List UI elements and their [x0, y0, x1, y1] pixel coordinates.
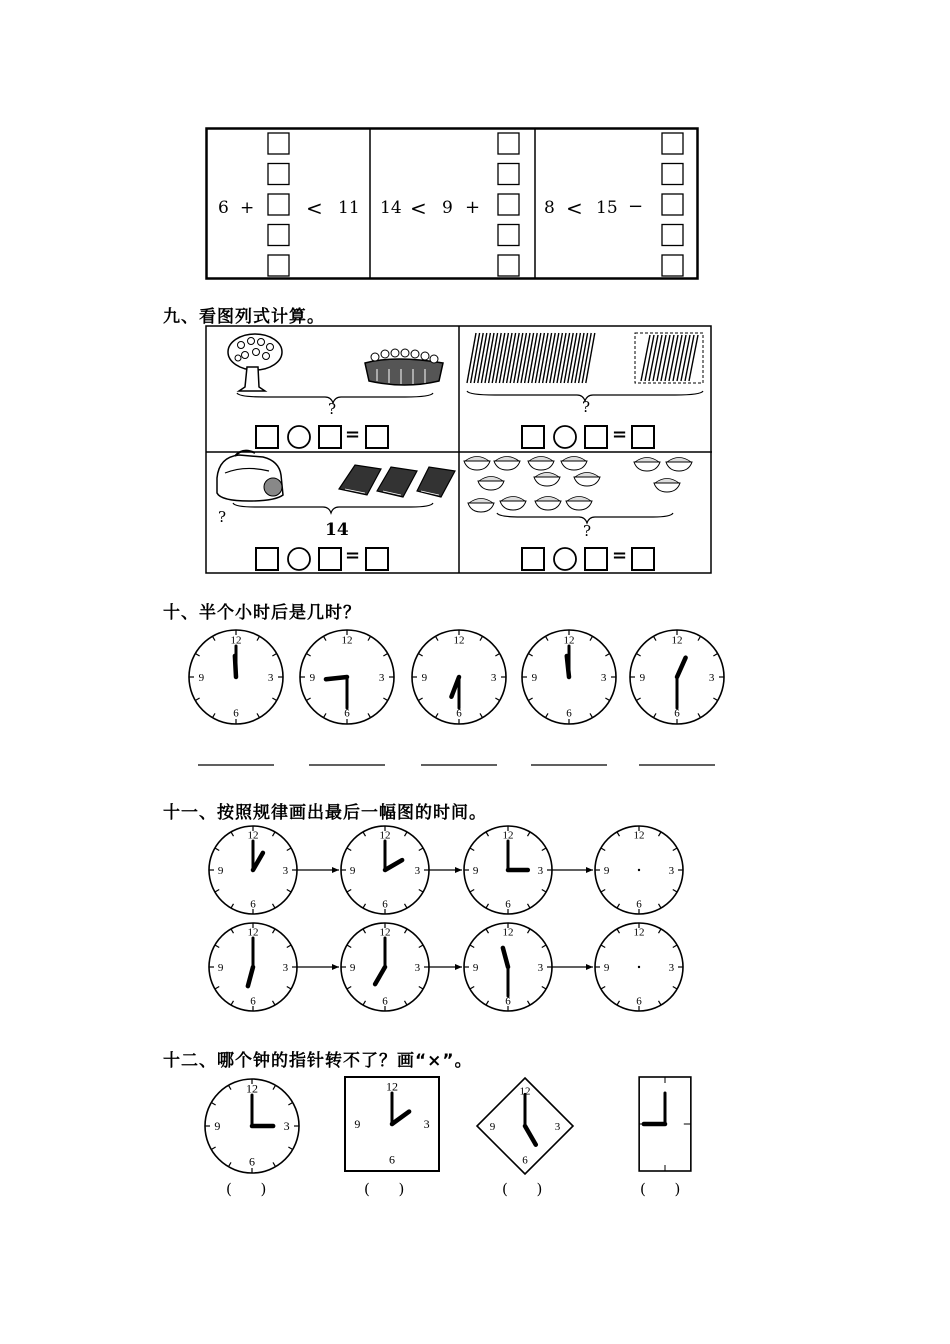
svg-text:3: 3	[423, 1117, 430, 1131]
number-blank[interactable]	[319, 548, 341, 570]
section10-title: 十、半个小时后是几时？	[163, 603, 361, 623]
svg-text:3: 3	[537, 962, 544, 974]
operator-blank[interactable]	[288, 548, 310, 570]
arrow-head-icon	[332, 964, 339, 970]
svg-text:12: 12	[453, 634, 465, 647]
stick	[657, 335, 666, 381]
svg-text:12: 12	[246, 1081, 258, 1096]
arrow-head-icon	[455, 867, 462, 873]
clock-face	[639, 1077, 691, 1171]
answer-box-col1-1[interactable]	[268, 133, 289, 154]
svg-text:9: 9	[489, 1121, 496, 1133]
clock-face	[464, 826, 552, 914]
svg-text:6: 6	[250, 898, 256, 911]
tree-icon	[228, 334, 282, 391]
answer-box-col2-3[interactable]	[498, 194, 519, 215]
pattern-clocks	[200, 822, 700, 1022]
q-mark-3: ?	[218, 508, 227, 526]
svg-text:6: 6	[249, 1154, 255, 1169]
answer-box-col3-1[interactable]	[662, 133, 683, 154]
svg-text:6: 6	[636, 995, 642, 1008]
answer-box-col1-5[interactable]	[268, 255, 289, 276]
svg-text:9: 9	[472, 962, 479, 974]
stick	[677, 335, 686, 381]
sticks-group-large	[467, 333, 595, 383]
result-blank[interactable]	[366, 548, 388, 570]
svg-text:12: 12	[379, 926, 391, 939]
svg-text:9: 9	[472, 865, 479, 877]
stick	[685, 335, 694, 381]
svg-text:3: 3	[668, 962, 675, 974]
answer-box-col3-3[interactable]	[662, 194, 683, 215]
svg-text:6: 6	[233, 707, 239, 720]
result-blank[interactable]	[632, 426, 654, 448]
svg-text:6: 6	[456, 707, 462, 720]
stick	[649, 335, 658, 381]
cell2-compare: <	[410, 196, 427, 220]
svg-text:6: 6	[505, 995, 511, 1008]
svg-text:9: 9	[198, 672, 205, 684]
cell2-plus: +	[465, 197, 481, 218]
svg-text:6: 6	[344, 707, 350, 720]
arrow-head-icon	[586, 964, 593, 970]
cell3-compare: <	[566, 196, 583, 220]
svg-text:9: 9	[349, 865, 356, 877]
answer-box-col2-5[interactable]	[498, 255, 519, 276]
stick	[645, 335, 654, 381]
arrow-head-icon	[455, 964, 462, 970]
svg-text:6: 6	[250, 995, 256, 1008]
svg-text:9: 9	[214, 1119, 221, 1133]
svg-text:3: 3	[283, 1119, 290, 1133]
svg-text:12: 12	[502, 926, 514, 939]
svg-text:12: 12	[247, 829, 259, 842]
svg-text:9: 9	[639, 672, 646, 684]
cell3-minus: −	[628, 196, 644, 217]
answer-box-col2-4[interactable]	[498, 225, 519, 246]
svg-text:3: 3	[414, 865, 421, 877]
clock-face	[341, 923, 429, 1011]
hour-hand	[567, 656, 569, 677]
cell3-left: 8	[544, 198, 555, 218]
operator-blank[interactable]	[554, 548, 576, 570]
operator-blank[interactable]	[288, 426, 310, 448]
stick	[665, 335, 674, 381]
equals-1: =	[345, 424, 361, 445]
section9-title: 九、看图列式计算。	[163, 307, 325, 327]
answer-box-col1-2[interactable]	[268, 164, 289, 185]
svg-text:12: 12	[633, 829, 645, 842]
total-label: 14	[325, 520, 349, 540]
clock-face	[189, 630, 283, 724]
svg-text:3: 3	[668, 865, 675, 877]
clock-face	[345, 1077, 439, 1171]
half-hour-clocks	[180, 620, 740, 780]
number-blank[interactable]	[319, 426, 341, 448]
number-blank[interactable]	[256, 548, 278, 570]
svg-text:9: 9	[421, 672, 428, 684]
cell1-right: 11	[338, 198, 360, 218]
clock-face	[209, 826, 297, 914]
cell1-left: 6	[218, 198, 229, 218]
sticks-group-small	[641, 335, 698, 381]
svg-text:6: 6	[674, 707, 680, 720]
svg-text:9: 9	[354, 1117, 361, 1131]
clock-face	[205, 1079, 299, 1173]
fruit-basket-icon	[365, 349, 443, 385]
equals-2: =	[612, 424, 628, 445]
svg-text:3: 3	[378, 672, 385, 684]
equation-template-3	[256, 548, 388, 570]
q-mark-2: ?	[582, 398, 591, 416]
clock-face	[595, 923, 683, 1011]
answer-bracket-1[interactable]: ( )	[226, 1180, 267, 1198]
svg-text:9: 9	[531, 672, 538, 684]
svg-text:3: 3	[282, 962, 289, 974]
stick	[689, 335, 698, 381]
clock-face	[209, 923, 297, 1011]
hour-hand	[326, 677, 347, 679]
svg-text:9: 9	[217, 865, 224, 877]
answer-box-col2-2[interactable]	[498, 164, 519, 185]
clock-face	[630, 630, 724, 724]
svg-text:12: 12	[563, 634, 575, 647]
answer-box-col3-4[interactable]	[662, 225, 683, 246]
number-blank[interactable]	[585, 548, 607, 570]
equation-template-2	[522, 426, 654, 448]
svg-text:3: 3	[708, 672, 715, 684]
cell2-left: 14	[380, 198, 402, 218]
svg-text:12: 12	[379, 829, 391, 842]
svg-text:9: 9	[349, 962, 356, 974]
cell2-mid: 9	[442, 198, 453, 218]
svg-text:9: 9	[309, 672, 316, 684]
answer-box-col1-3[interactable]	[268, 194, 289, 215]
svg-text:3: 3	[414, 962, 421, 974]
operator-blank[interactable]	[554, 426, 576, 448]
answer-bracket-2[interactable]: ( )	[364, 1180, 405, 1198]
svg-text:6: 6	[389, 1152, 395, 1167]
svg-text:6: 6	[505, 898, 511, 911]
equation-template-1	[256, 426, 388, 448]
clock-face	[595, 826, 683, 914]
svg-text:12: 12	[519, 1085, 531, 1098]
answer-box-col2-1[interactable]	[498, 133, 519, 154]
result-blank[interactable]	[632, 548, 654, 570]
svg-text:6: 6	[382, 995, 388, 1008]
svg-text:3: 3	[267, 672, 274, 684]
svg-text:3: 3	[537, 865, 544, 877]
section11-title: 十一、按照规律画出最后一幅图的时间。	[163, 803, 487, 823]
stick	[681, 335, 690, 381]
clock-face	[522, 630, 616, 724]
svg-text:12: 12	[671, 634, 683, 647]
svg-text:9: 9	[603, 962, 610, 974]
stick	[653, 335, 662, 381]
cell1-compare: <	[306, 196, 323, 220]
q-mark-1: ?	[328, 400, 337, 418]
number-blank[interactable]	[522, 548, 544, 570]
cell3-mid: 15	[596, 198, 618, 218]
answer-bracket-3[interactable]: ( )	[502, 1180, 543, 1198]
svg-text:6: 6	[382, 898, 388, 911]
number-blank[interactable]	[256, 426, 278, 448]
equals-3: =	[345, 545, 361, 566]
clock-face	[300, 630, 394, 724]
stick	[673, 335, 682, 381]
cell1-plus: +	[240, 198, 255, 218]
stick	[661, 335, 670, 381]
clock-face	[464, 923, 552, 1011]
svg-text:6: 6	[522, 1154, 528, 1167]
answer-box-col3-2[interactable]	[662, 164, 683, 185]
svg-text:12: 12	[230, 634, 242, 647]
number-blank[interactable]	[522, 426, 544, 448]
svg-text:9: 9	[603, 865, 610, 877]
result-blank[interactable]	[366, 426, 388, 448]
svg-text:9: 9	[217, 962, 224, 974]
arrow-head-icon	[332, 867, 339, 873]
equals-4: =	[612, 545, 628, 566]
svg-text:12: 12	[502, 829, 514, 842]
q-mark-4: ?	[583, 522, 592, 540]
clock-face	[477, 1078, 573, 1174]
shaped-clocks	[195, 1072, 715, 1182]
svg-text:6: 6	[636, 898, 642, 911]
stick	[669, 335, 678, 381]
svg-text:3: 3	[282, 865, 289, 877]
stick	[641, 335, 650, 381]
svg-text:3: 3	[600, 672, 607, 684]
svg-text:12: 12	[633, 926, 645, 939]
svg-text:12: 12	[341, 634, 353, 647]
number-blank[interactable]	[585, 426, 607, 448]
answer-box-col3-5[interactable]	[662, 255, 683, 276]
svg-text:3: 3	[554, 1121, 561, 1133]
svg-text:12: 12	[247, 926, 259, 939]
equation-template-4	[522, 548, 654, 570]
clock-face	[412, 630, 506, 724]
clock-face	[341, 826, 429, 914]
answer-box-col1-4[interactable]	[268, 225, 289, 246]
section12-title: 十二、哪个钟的指针转不了？画“×”。	[163, 1051, 473, 1071]
answer-bracket-4[interactable]: ( )	[640, 1180, 681, 1198]
svg-text:3: 3	[490, 672, 497, 684]
arrow-head-icon	[586, 867, 593, 873]
svg-text:6: 6	[566, 707, 572, 720]
equation-blanks	[250, 420, 670, 572]
svg-text:12: 12	[386, 1079, 398, 1094]
hour-hand	[235, 656, 236, 677]
